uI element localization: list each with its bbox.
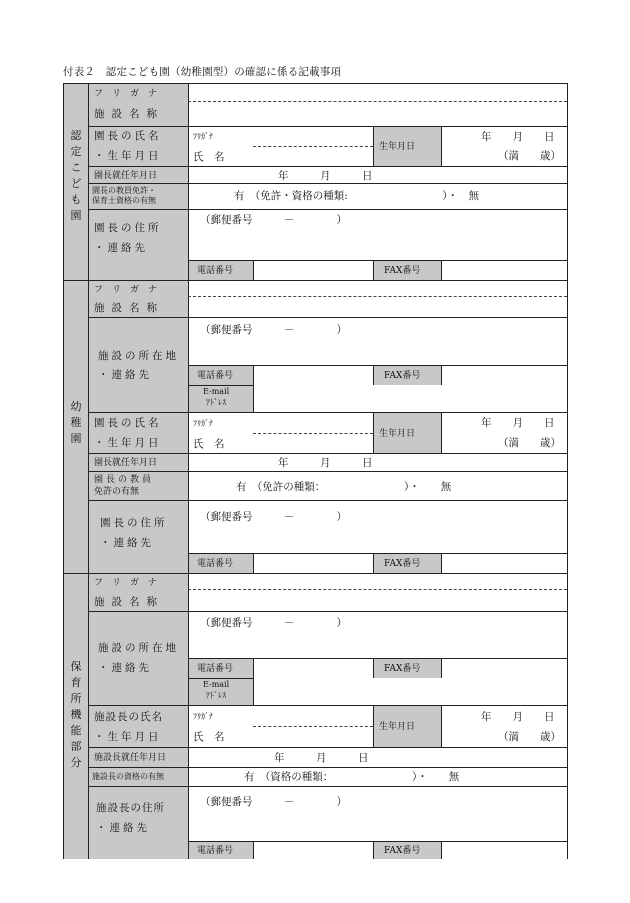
phone-label: 電話番号 [197, 371, 234, 381]
column-divider [373, 841, 374, 859]
column-divider [253, 841, 254, 859]
row-divider [88, 317, 567, 318]
row-divider [188, 260, 567, 261]
row-divider [188, 365, 567, 366]
column-divider [441, 658, 442, 678]
birthdate-value: 年 月 日 [481, 711, 555, 723]
facility-name-label: 施設名称 [94, 108, 164, 120]
postal-code-label: （郵便番号 － ） [200, 796, 347, 808]
license-label: 園長の教員 [94, 475, 155, 485]
row-divider [88, 747, 567, 748]
director-birthdate-label: ・生年月日 [94, 150, 162, 162]
facility-name-label: 施設名称 [94, 302, 164, 314]
name-small-label: 氏 名 [193, 731, 225, 743]
column-divider [441, 705, 442, 747]
section-label-nintei: 認 定 こ ど も 園 [70, 129, 82, 222]
row-divider [88, 705, 567, 706]
row-divider [88, 183, 567, 184]
age-value: （満 歳） [498, 437, 561, 449]
phone-label: 電話番号 [197, 664, 234, 674]
address-label: 園長の住所 [100, 517, 168, 529]
license-label-2: 免許の有無 [94, 487, 140, 497]
phone-label: 電話番号 [197, 846, 234, 856]
fax-label: FAX番号 [384, 266, 421, 276]
fax-label: FAX番号 [384, 559, 421, 569]
furigana-label: フ リ ガ ナ [94, 89, 158, 99]
furigana-divider [188, 101, 567, 102]
director-name-label: 園長の氏名 [94, 130, 162, 142]
row-divider [88, 209, 567, 210]
license-value: 有 （免許の種類： ）・ 無 [236, 481, 452, 493]
age-value: （満 歳） [498, 731, 561, 743]
section-label-youchien: 幼 稚 園 [70, 400, 82, 445]
row-divider [88, 471, 567, 472]
column-divider [441, 553, 442, 573]
row-divider [88, 412, 567, 413]
birthdate-label: 生年月日 [379, 142, 416, 152]
furigana-label: フ リ ガ ナ [94, 578, 158, 588]
column-divider [373, 705, 374, 747]
row-divider [88, 767, 567, 768]
license-label: 園長の教員免許・ [92, 186, 156, 195]
phone-label: 電話番号 [197, 559, 234, 569]
appointment-value: 年 月 日 [278, 457, 373, 469]
contact-label: ・連絡先 [94, 242, 148, 254]
postal-code-label: （郵便番号 － ） [200, 511, 347, 523]
column-divider [373, 365, 374, 385]
column-divider [373, 260, 374, 280]
director-birthdate-label: ・生年月日 [94, 437, 162, 449]
section-label-hoikusho: 保 育 所 機 能 部 分 [70, 660, 82, 769]
phone-label: 電話番号 [197, 266, 234, 276]
fax-label: FAX番号 [384, 846, 421, 856]
birthdate-label: 生年月日 [379, 429, 416, 439]
column-divider [253, 553, 254, 573]
email-label: E-mail [203, 387, 230, 396]
director-birthdate-label: ・生年月日 [94, 731, 162, 743]
birthdate-label: 生年月日 [379, 722, 416, 732]
contact-label: ・連絡先 [98, 369, 152, 381]
appointment-label: 施設長就任年月日 [94, 753, 167, 763]
director-name-label: 施設長の氏名 [94, 711, 163, 723]
row-divider [188, 553, 567, 554]
address-label: 園長の住所 [94, 222, 162, 234]
fax-label: FAX番号 [384, 371, 421, 381]
facility-name-label: 施設名称 [94, 596, 164, 608]
email-label: E-mail [203, 680, 230, 689]
furigana-divider [253, 146, 373, 147]
column-divider [373, 412, 374, 453]
section-divider [64, 573, 567, 574]
row-divider [188, 841, 567, 842]
column-divider [441, 365, 442, 385]
appointment-label: 園長就任年月日 [94, 458, 158, 468]
row-divider [88, 453, 567, 454]
column-divider [253, 365, 254, 412]
birthdate-value: 年 月 日 [481, 417, 555, 429]
license-value: 有 （免許・資格の種類: ）・ 無 [234, 190, 480, 202]
name-small-label: 氏 名 [193, 438, 225, 450]
form-table [63, 83, 568, 859]
column-divider [441, 126, 442, 166]
director-name-label: 園長の氏名 [94, 417, 162, 429]
form-title: 付表２ 認定こども園（幼稚園型）の確認に係る記載事項 [63, 66, 342, 78]
location-label: 施設の所在地 [98, 350, 179, 362]
license-value: 有 （資格の種類： ）・ 無 [244, 771, 460, 783]
column-divider [373, 126, 374, 166]
postal-code-label: （郵便番号 － ） [200, 617, 347, 629]
furigana-divider [253, 726, 373, 727]
row-divider [88, 166, 567, 167]
appointment-label: 園長就任年月日 [94, 171, 158, 181]
furigana-divider [188, 589, 567, 590]
row-divider [188, 385, 253, 386]
column-divider [441, 260, 442, 280]
column-divider [373, 553, 374, 573]
row-divider [188, 658, 567, 659]
address-label: 施設長の住所 [96, 802, 165, 814]
row-divider [88, 126, 567, 127]
column-divider [441, 412, 442, 453]
postal-code-label: （郵便番号 － ） [200, 214, 347, 226]
row-divider [88, 611, 567, 612]
appointment-value: 年 月 日 [278, 170, 373, 182]
furigana-small-label: ﾌﾘｶﾞﾅ [193, 712, 213, 721]
furigana-small-label: ﾌﾘｶﾞﾅ [193, 132, 213, 141]
name-small-label: 氏 名 [193, 151, 225, 163]
postal-code-label: （郵便番号 － ） [200, 324, 347, 336]
contact-label: ・連絡先 [100, 537, 154, 549]
email-address-label: ｱﾄﾞﾚｽ [206, 398, 226, 407]
appointment-value: 年 月 日 [274, 752, 369, 764]
license-label-2: 保育士資格の有無 [92, 196, 156, 205]
contact-label: ・連絡先 [98, 662, 152, 674]
section-divider [64, 280, 567, 281]
furigana-divider [253, 433, 373, 434]
location-label: 施設の所在地 [98, 642, 179, 654]
age-value: （満 歳） [498, 150, 561, 162]
column-divider [253, 260, 254, 280]
birthdate-value: 年 月 日 [481, 131, 555, 143]
column-divider [253, 658, 254, 705]
column-divider [373, 658, 374, 678]
fax-label: FAX番号 [384, 664, 421, 674]
contact-label: ・連絡先 [96, 822, 150, 834]
column-divider [441, 841, 442, 859]
license-label: 施設長の資格の有無 [92, 772, 164, 781]
furigana-divider [188, 296, 567, 297]
row-divider [88, 786, 567, 787]
row-divider [188, 678, 253, 679]
furigana-label: フ リ ガ ナ [94, 285, 158, 295]
furigana-small-label: ﾌﾘｶﾞﾅ [193, 419, 213, 428]
row-divider [88, 500, 567, 501]
email-address-label: ｱﾄﾞﾚｽ [206, 691, 226, 700]
